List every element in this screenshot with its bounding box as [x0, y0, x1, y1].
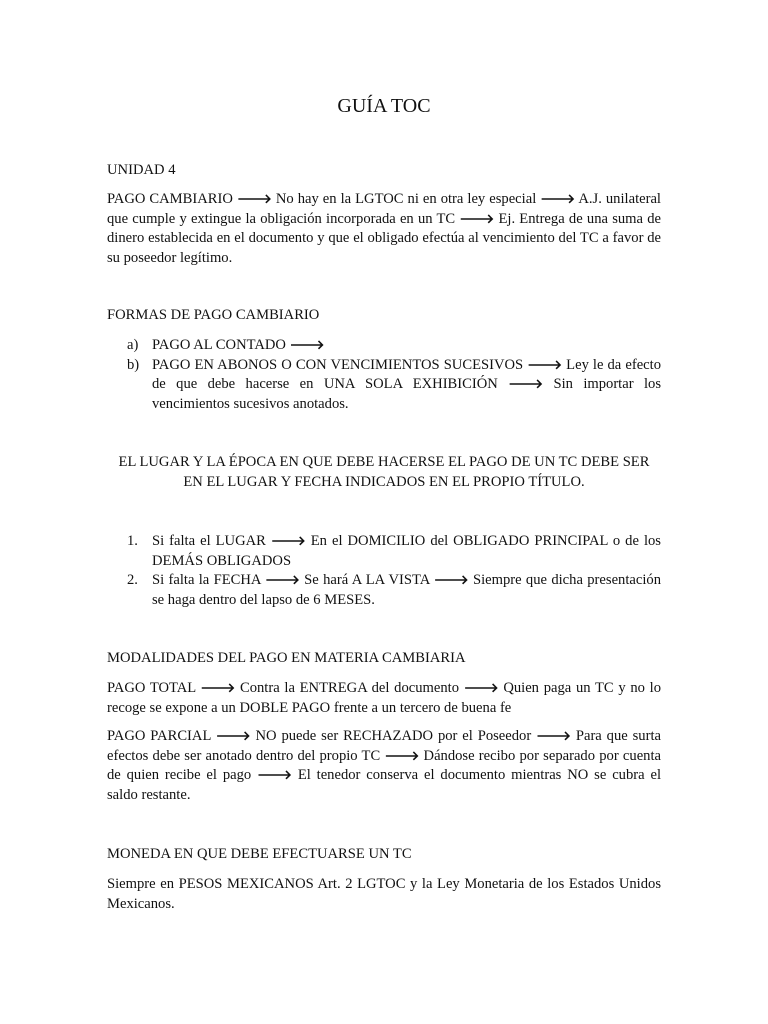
list-marker: 1. — [127, 533, 138, 549]
numbered-list — [107, 532, 661, 610]
arrow-right-icon: 🡒 — [264, 573, 300, 588]
arrow-right-icon: 🡒 — [463, 681, 499, 696]
arrow-right-icon: 🡒 — [236, 192, 272, 207]
pago-cambiario-text-2: A.J. unilateral que cumple y extingue la obligación incorporada en un TC — [107, 191, 661, 227]
pago-cambiario-paragraph — [107, 190, 661, 268]
arrow-right-icon: 🡒 — [540, 192, 576, 207]
list-item-text-2: En el DOMICILIO del OBLIGADO PRINCIPAL o de los DEMÁS OBLIGADOS — [152, 533, 661, 569]
arrow-right-icon: 🡒 — [215, 729, 251, 744]
pago-parcial-text-2: NO puede ser RECHAZADO por el Poseedor — [250, 728, 537, 744]
arrow-right-icon: 🡒 — [200, 681, 236, 696]
list-item-text-1: Si falta el LUGAR — [152, 533, 271, 549]
pago-parcial-text-4: Dándose recibo por separado por cuenta de quien recibe el pago — [107, 747, 661, 783]
list-marker: 2. — [127, 572, 138, 588]
list-item-text-3: Siempre que dicha presentación se haga dentro del lapso de 6 MESES. — [152, 572, 661, 608]
pago-total-paragraph — [107, 679, 661, 718]
pago-parcial-text-1: PAGO PARCIAL — [107, 728, 216, 744]
lugar-epoca-statement: EL LUGAR Y LA ÉPOCA EN QUE DEBE HACERSE EL PAGO DE UN TC DEBE SER EN EL LUGAR Y FECHA INDICADOS EN EL PROPIO TÍTULO. — [118, 454, 650, 490]
formas-list — [107, 336, 661, 414]
document-title: GUÍA TOC — [337, 95, 431, 117]
arrow-right-icon: 🡒 — [459, 211, 495, 227]
moneda-paragraph: Siempre en PESOS MEXICANOS Art. 2 LGTOC y la Ley Monetaria de los Estados Unidos Mexicanos. — [107, 876, 661, 912]
list-item-text: PAGO AL CONTADO — [152, 337, 290, 353]
list-marker: b) — [127, 356, 140, 373]
pago-cambiario-label: PAGO CAMBIARIO — [107, 191, 233, 207]
list-item — [107, 336, 661, 356]
pago-parcial-text-3: Para que surta efectos debe ser anotado dentro del propio TC — [107, 728, 661, 764]
list-item-text-3: Sin importar los vencimientos sucesivos anotados. — [152, 376, 661, 412]
list-item — [107, 532, 661, 571]
pago-total-text-1: PAGO TOTAL — [107, 680, 201, 696]
arrow-right-icon: 🡒 — [289, 338, 325, 353]
modalidades-heading: MODALIDADES DEL PAGO EN MATERIA CAMBIARIA — [107, 650, 466, 666]
moneda-heading: MONEDA EN QUE DEBE EFECTUARSE UN TC — [107, 846, 412, 862]
arrow-right-icon: 🡒 — [257, 768, 292, 783]
arrow-right-icon: 🡒 — [536, 729, 571, 744]
pago-total-text-3: Quien paga un TC y no lo recoge se expone a un DOBLE PAGO frente a un tercero de buena fe — [107, 680, 661, 716]
list-item — [107, 571, 661, 610]
pago-parcial-text-5: El tenedor conserva el documento mientras NO se cubra el saldo restante. — [107, 767, 661, 803]
unit-heading: UNIDAD 4 — [107, 162, 176, 178]
list-marker: a) — [127, 337, 139, 353]
arrow-right-icon: 🡒 — [527, 357, 563, 373]
list-item-text-2: Ley le da efecto de que debe hacerse en UNA SOLA EXHIBICIÓN — [152, 356, 661, 392]
arrow-right-icon: 🡒 — [270, 534, 306, 549]
pago-total-text-2: Contra la ENTREGA del documento — [235, 680, 464, 696]
list-item-text-2: Se hará A LA VISTA — [299, 572, 434, 588]
list-item-text-1: Si falta la FECHA — [152, 572, 265, 588]
arrow-right-icon: 🡒 — [433, 573, 469, 588]
arrow-right-icon: 🡒 — [508, 377, 544, 392]
formas-heading: FORMAS DE PAGO CAMBIARIO — [107, 307, 320, 323]
pago-parcial-paragraph — [107, 727, 661, 805]
list-item-text-1: PAGO EN ABONOS O CON VENCIMIENTOS SUCESIVOS — [152, 356, 528, 373]
pago-cambiario-text-1: No hay en la LGTOC ni en otra ley especial — [271, 191, 541, 207]
list-item — [107, 356, 661, 415]
pago-cambiario-text-3: Ej. Entrega de una suma de dinero establecida en el documento y que el obligado efectúa al vencimiento del TC a favor de su poseedor legítimo. — [107, 210, 661, 266]
arrow-right-icon: 🡒 — [384, 748, 420, 764]
